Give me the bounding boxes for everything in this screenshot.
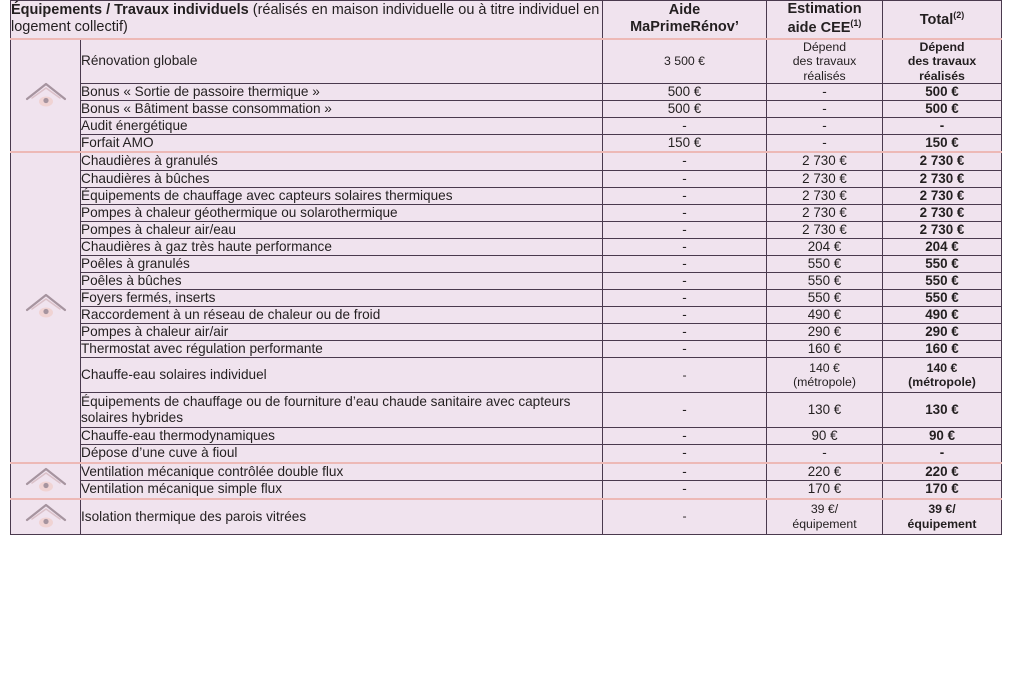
- cell-maprimerenov: -: [603, 324, 767, 341]
- table-row: [11, 499, 1002, 535]
- cell-total: 290 €: [883, 324, 1002, 341]
- cell-total: 220 €: [883, 463, 1002, 481]
- cee-line2: aide CEE: [787, 20, 851, 37]
- row-label: Forfait AMO: [81, 135, 603, 153]
- cell-total: 2 730 €: [883, 152, 1002, 170]
- table-row: [11, 84, 1002, 101]
- row-label: Chauffe-eau solaires individuel: [81, 358, 603, 393]
- cell-maprimerenov: -: [603, 463, 767, 481]
- cell-total: 2 730 €: [883, 204, 1002, 221]
- house-icon: [11, 463, 81, 499]
- table-row: [11, 221, 1002, 238]
- table-row: [11, 238, 1002, 255]
- cell-maprimerenov: -: [603, 221, 767, 238]
- cell-total: 170 €: [883, 481, 1002, 499]
- cell-total: 140 € (métropole): [883, 358, 1002, 393]
- table-row: [11, 187, 1002, 204]
- table-row: [11, 135, 1002, 153]
- cell-cee: 2 730 €: [767, 204, 883, 221]
- row-label: Poêles à bûches: [81, 272, 603, 289]
- cell-total: 500 €: [883, 84, 1002, 101]
- header-row: [11, 1, 1002, 39]
- cell-cee: -: [767, 445, 883, 463]
- cell-total: -: [883, 445, 1002, 463]
- row-label: Ventilation mécanique contrôlée double flux: [81, 463, 603, 481]
- table-row: [11, 428, 1002, 445]
- cell-maprimerenov: -: [603, 499, 767, 535]
- cell-cee: -: [767, 101, 883, 118]
- cell-total: 2 730 €: [883, 187, 1002, 204]
- cell-maprimerenov: -: [603, 341, 767, 358]
- cell-maprimerenov: -: [603, 272, 767, 289]
- cell-total: Dépend des travaux réalisés: [883, 39, 1002, 84]
- cell-total: 550 €: [883, 290, 1002, 307]
- column-header-maprimerenov: [603, 1, 767, 39]
- cell-total: 2 730 €: [883, 221, 1002, 238]
- cell-maprimerenov: -: [603, 170, 767, 187]
- mpr-line2: MaPrimeRénov’: [630, 19, 739, 36]
- cell-cee: 39 €/ équipement: [767, 499, 883, 535]
- row-label: Bonus « Bâtiment basse consommation »: [81, 101, 603, 118]
- cell-cee: 140 € (métropole): [767, 358, 883, 393]
- cell-cee: 170 €: [767, 481, 883, 499]
- cell-maprimerenov: 500 €: [603, 101, 767, 118]
- row-label: Poêles à granulés: [81, 255, 603, 272]
- table-row: [11, 307, 1002, 324]
- table-row: [11, 481, 1002, 499]
- cell-cee: 2 730 €: [767, 221, 883, 238]
- cell-cee: 550 €: [767, 290, 883, 307]
- row-label: Thermostat avec régulation performante: [81, 341, 603, 358]
- column-header-works-bold: Équipements / Travaux individuels: [11, 1, 249, 18]
- cell-total: 490 €: [883, 307, 1002, 324]
- row-label: Pompes à chaleur air/air: [81, 324, 603, 341]
- table-row: [11, 324, 1002, 341]
- cell-cee: 550 €: [767, 272, 883, 289]
- cell-total: 500 €: [883, 101, 1002, 118]
- column-header-works: [11, 1, 603, 39]
- table-header: [11, 1, 1002, 39]
- cell-cee: 90 €: [767, 428, 883, 445]
- cell-maprimerenov: -: [603, 238, 767, 255]
- row-label: Pompes à chaleur air/eau: [81, 221, 603, 238]
- cell-maprimerenov: -: [603, 152, 767, 170]
- house-icon: [11, 39, 81, 153]
- row-label: Chaudières à bûches: [81, 170, 603, 187]
- cell-cee: 2 730 €: [767, 187, 883, 204]
- table-row: [11, 255, 1002, 272]
- cell-maprimerenov: -: [603, 428, 767, 445]
- row-label: Ventilation mécanique simple flux: [81, 481, 603, 499]
- total-footnote-marker: (2): [953, 9, 965, 20]
- cell-cee: 2 730 €: [767, 152, 883, 170]
- table-row: [11, 170, 1002, 187]
- cell-total: -: [883, 118, 1002, 135]
- cell-maprimerenov: -: [603, 187, 767, 204]
- cell-total: 550 €: [883, 255, 1002, 272]
- table-row: [11, 39, 1002, 84]
- table-row: [11, 101, 1002, 118]
- row-label: Bonus « Sortie de passoire thermique »: [81, 84, 603, 101]
- column-header-total: [883, 1, 1002, 39]
- cell-total: 550 €: [883, 272, 1002, 289]
- cell-total: 39 €/ équipement: [883, 499, 1002, 535]
- total-label: Total: [919, 11, 954, 28]
- cell-cee: 2 730 €: [767, 170, 883, 187]
- cell-maprimerenov: 150 €: [603, 135, 767, 153]
- table-row: [11, 393, 1002, 428]
- cell-cee: -: [767, 84, 883, 101]
- table-row: [11, 463, 1002, 481]
- table-row: [11, 272, 1002, 289]
- cee-footnote-marker: (1): [850, 18, 862, 29]
- row-label: Équipements de chauffage ou de fourniture d’eau chaude sanitaire avec capteurs solaires hybrides: [81, 393, 603, 428]
- cell-cee: 290 €: [767, 324, 883, 341]
- cell-maprimerenov: -: [603, 307, 767, 324]
- row-label: Foyers fermés, inserts: [81, 290, 603, 307]
- row-label: Chaudières à gaz très haute performance: [81, 238, 603, 255]
- table-row: [11, 290, 1002, 307]
- row-label: Équipements de chauffage avec capteurs solaires thermiques: [81, 187, 603, 204]
- table-row: [11, 341, 1002, 358]
- cell-cee: 490 €: [767, 307, 883, 324]
- cell-cee: -: [767, 118, 883, 135]
- cell-total: 160 €: [883, 341, 1002, 358]
- row-label: Pompes à chaleur géothermique ou solarothermique: [81, 204, 603, 221]
- house-icon: [11, 152, 81, 462]
- cell-cee: -: [767, 135, 883, 153]
- table-row: [11, 358, 1002, 393]
- cell-maprimerenov: -: [603, 204, 767, 221]
- cell-total: 130 €: [883, 393, 1002, 428]
- house-icon: [11, 499, 81, 535]
- cell-cee: 204 €: [767, 238, 883, 255]
- cell-cee: 550 €: [767, 255, 883, 272]
- cell-maprimerenov: -: [603, 358, 767, 393]
- cell-cee: 160 €: [767, 341, 883, 358]
- table-row: [11, 152, 1002, 170]
- row-label: Audit énergétique: [81, 118, 603, 135]
- cell-total: 2 730 €: [883, 170, 1002, 187]
- table-body: [11, 39, 1002, 534]
- cell-maprimerenov: -: [603, 481, 767, 499]
- cell-maprimerenov: -: [603, 445, 767, 463]
- cell-maprimerenov: -: [603, 255, 767, 272]
- row-label: Raccordement à un réseau de chaleur ou de froid: [81, 307, 603, 324]
- column-header-works-regular: (réalisés en maison individuelle ou à titre individuel en logement collectif): [11, 1, 600, 36]
- table-row: [11, 118, 1002, 135]
- row-label: Isolation thermique des parois vitrées: [81, 499, 603, 535]
- cell-cee: 220 €: [767, 463, 883, 481]
- cell-cee: 130 €: [767, 393, 883, 428]
- table-row: [11, 445, 1002, 463]
- cell-maprimerenov: 500 €: [603, 84, 767, 101]
- cell-total: 90 €: [883, 428, 1002, 445]
- column-header-cee: [767, 1, 883, 39]
- mpr-line1: Aide: [668, 1, 701, 18]
- row-label: Rénovation globale: [81, 39, 603, 84]
- row-label: Dépose d’une cuve à fioul: [81, 445, 603, 463]
- row-label: Chauffe-eau thermodynamiques: [81, 428, 603, 445]
- row-label: Chaudières à granulés: [81, 152, 603, 170]
- cell-total: 150 €: [883, 135, 1002, 153]
- cell-maprimerenov: -: [603, 393, 767, 428]
- table-row: [11, 204, 1002, 221]
- cee-line1: Estimation: [787, 1, 862, 17]
- cell-total: 204 €: [883, 238, 1002, 255]
- cell-maprimerenov: 3 500 €: [603, 39, 767, 84]
- cell-cee: Dépend des travaux réalisés: [767, 39, 883, 84]
- cell-maprimerenov: -: [603, 290, 767, 307]
- cell-maprimerenov: -: [603, 118, 767, 135]
- aid-amounts-table: [10, 0, 1002, 535]
